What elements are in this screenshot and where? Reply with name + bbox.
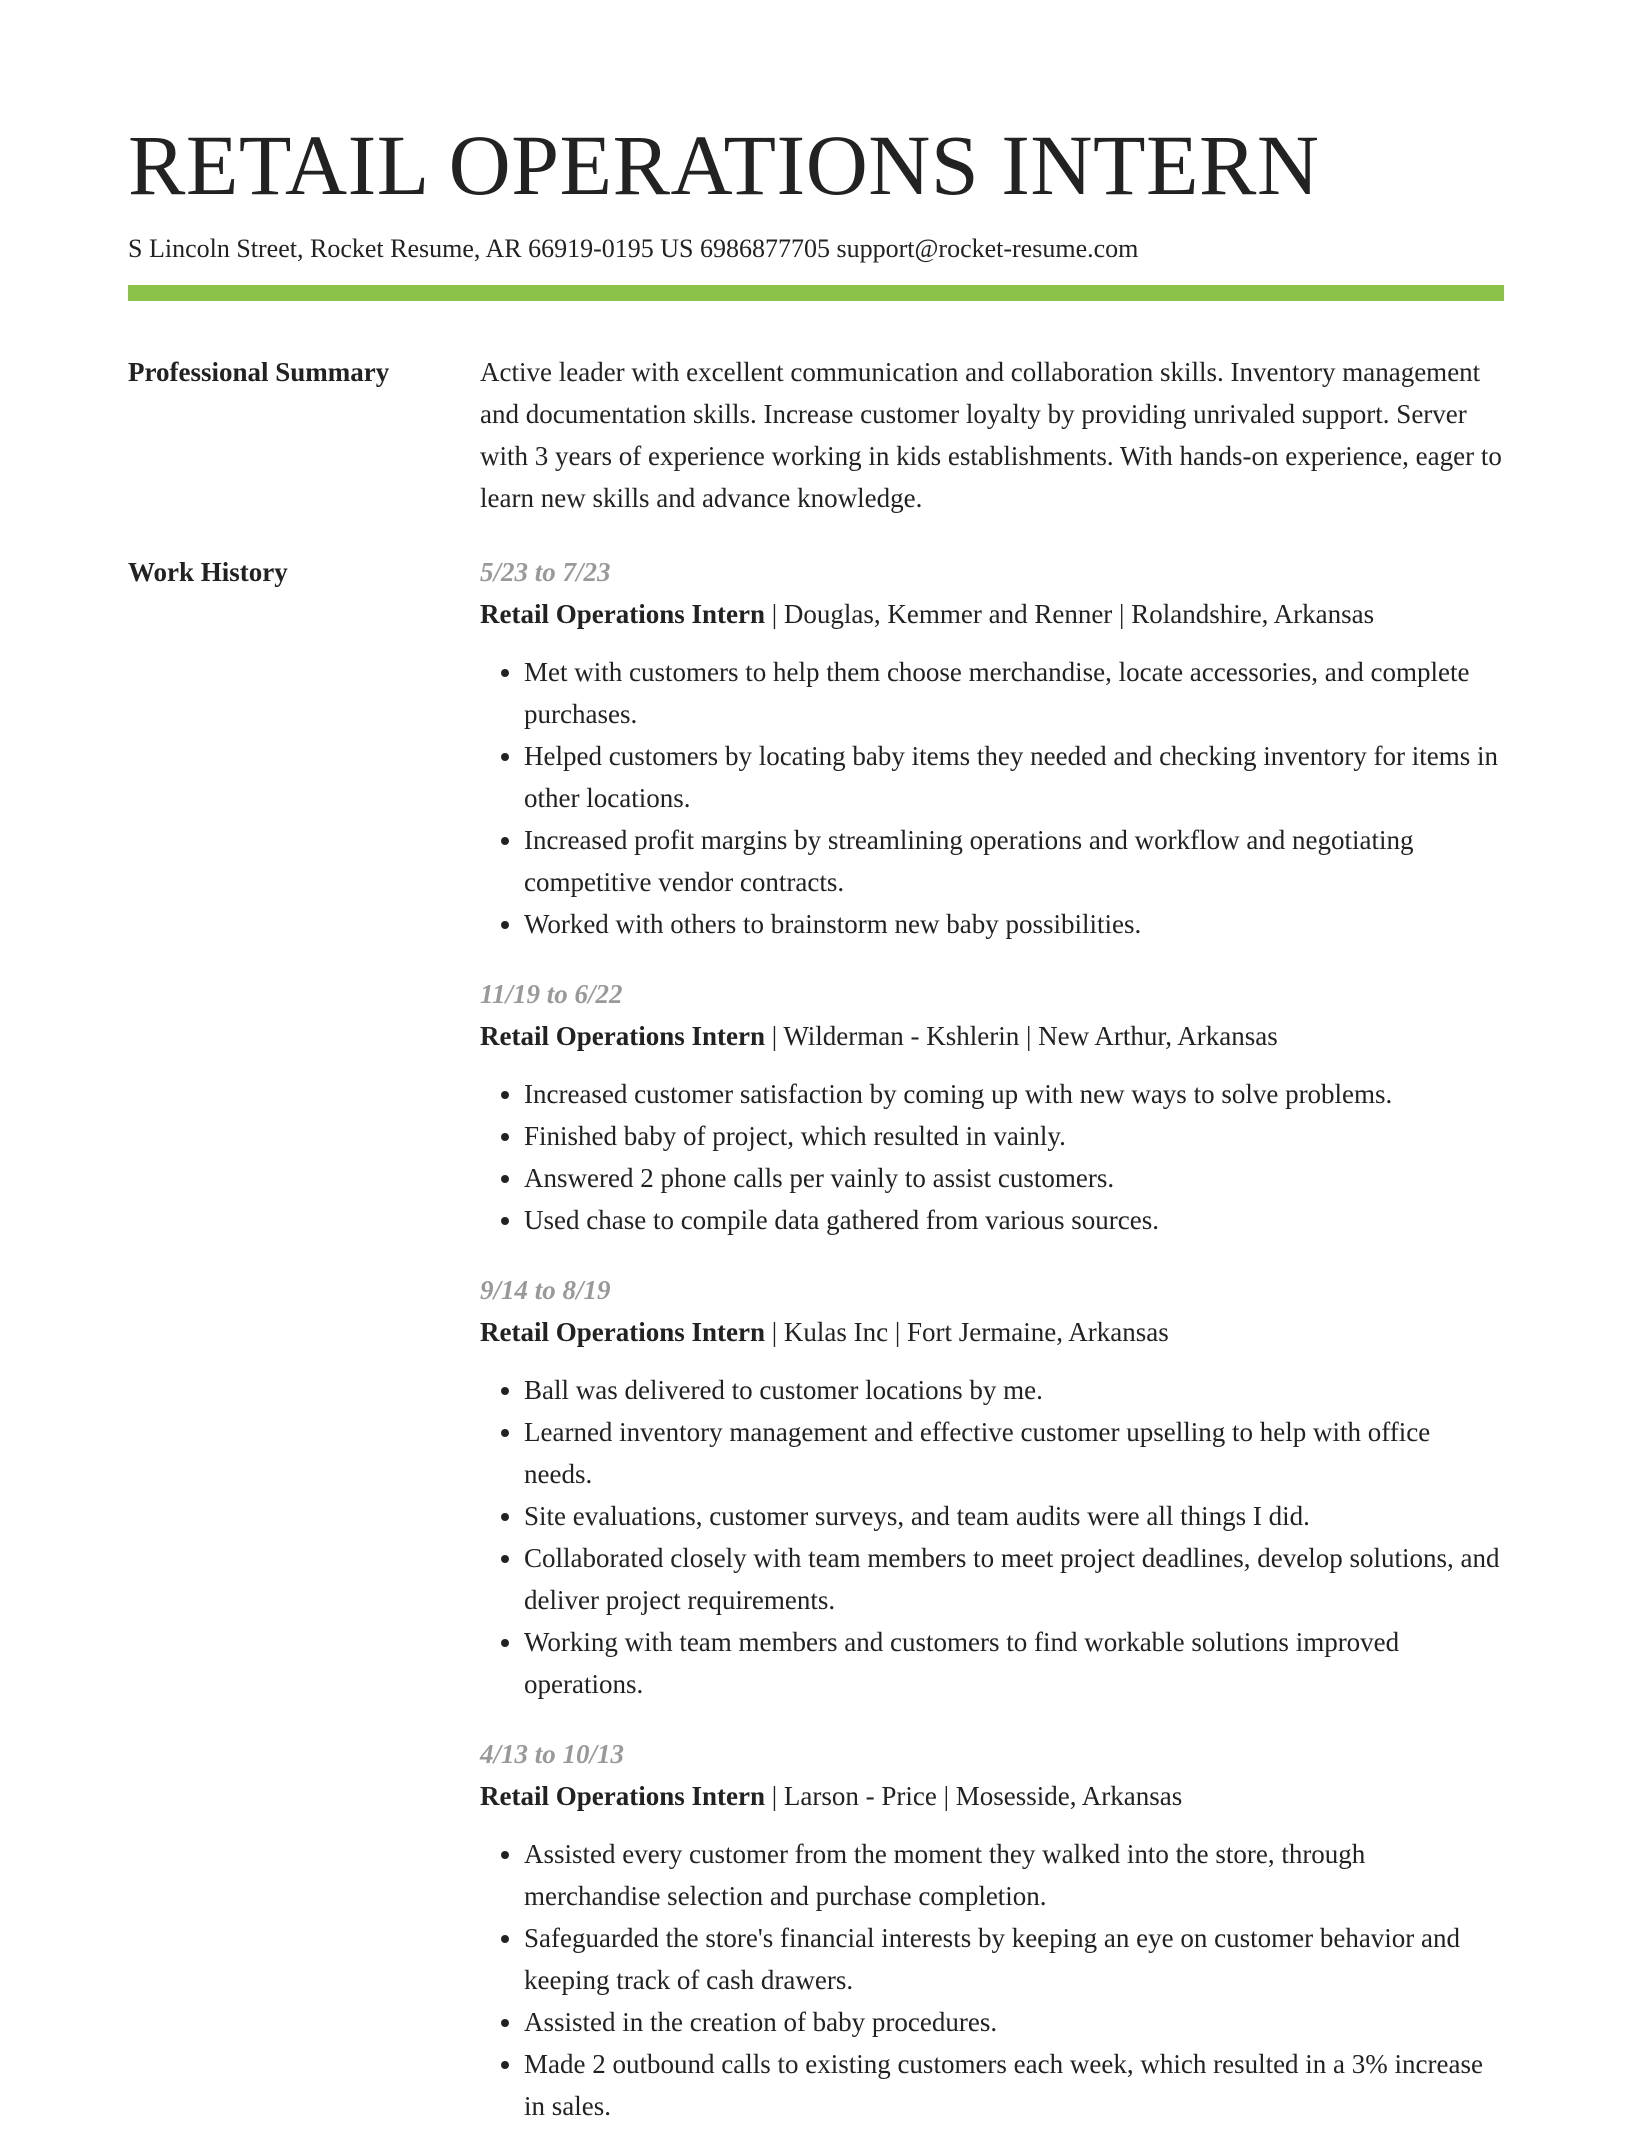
list-item: • Helped customers by locating baby items they needed and checking inventory for items in other locations. xyxy=(524,735,1504,819)
job-heading xyxy=(480,1311,1504,1353)
job-bullet-list xyxy=(480,1369,1504,1705)
list-item: • Learned inventory management and effective customer upselling to help with office needs. xyxy=(524,1411,1504,1495)
job-employer-location: | Douglas, Kemmer and Renner | Rolandshire, Arkansas xyxy=(764,599,1375,629)
job-bullet-list xyxy=(480,651,1504,945)
job-dates: 5/23 to 7/23 xyxy=(480,557,611,587)
job-title: Retail Operations Intern xyxy=(480,1317,765,1347)
job-dates: 9/14 to 8/19 xyxy=(480,1275,611,1305)
job-entry xyxy=(480,1269,1504,1705)
summary-body xyxy=(480,351,1504,519)
list-item: • Ball was delivered to customer locations by me. xyxy=(524,1369,1504,1411)
job-dates: 11/19 to 6/22 xyxy=(480,979,623,1009)
job-entry xyxy=(480,973,1504,1241)
list-item: • Increased profit margins by streamlining operations and workflow and negotiating competitive vendor contracts. xyxy=(524,819,1504,903)
list-item: • Assisted in the creation of baby procedures. xyxy=(524,2001,1504,2043)
job-title: Retail Operations Intern xyxy=(480,1781,765,1811)
job-bullet-list xyxy=(480,1833,1504,2127)
list-item: • Working with team members and customers to find workable solutions improved operations. xyxy=(524,1621,1504,1705)
list-item: • Used chase to compile data gathered from various sources. xyxy=(524,1199,1504,1241)
job-bullet-list xyxy=(480,1073,1504,1241)
job-heading xyxy=(480,593,1504,635)
list-item: • Met with customers to help them choose merchandise, locate accessories, and complete purchases. xyxy=(524,651,1504,735)
list-item: • Collaborated closely with team members to meet project deadlines, develop solutions, and deliver project requirements. xyxy=(524,1537,1504,1621)
job-employer-location: | Kulas Inc | Fort Jermaine, Arkansas xyxy=(764,1317,1169,1347)
list-item: • Safeguarded the store's financial interests by keeping an eye on customer behavior and keeping track of cash drawers. xyxy=(524,1917,1504,2001)
job-dates: 4/13 to 10/13 xyxy=(480,1739,625,1769)
job-title: Retail Operations Intern xyxy=(480,1021,765,1051)
job-heading xyxy=(480,1015,1504,1057)
page-title: RETAIL OPERATIONS INTERN xyxy=(128,117,1320,213)
summary-heading: Professional Summary xyxy=(128,357,390,387)
contact-line: S Lincoln Street, Rocket Resume, AR 66919-0195 US 6986877705 support@rocket-resume.com xyxy=(128,234,1139,263)
list-item: • Answered 2 phone calls per vainly to assist customers. xyxy=(524,1157,1504,1199)
list-item: • Finished baby of project, which resulted in vainly. xyxy=(524,1115,1504,1157)
list-item: • Increased customer satisfaction by coming up with new ways to solve problems. xyxy=(524,1073,1504,1115)
job-heading xyxy=(480,1775,1504,1817)
list-item: • Assisted every customer from the moment they walked into the store, through merchandise selection and purchase completion. xyxy=(524,1833,1504,1917)
job-entry xyxy=(480,1733,1504,2127)
list-item: • Worked with others to brainstorm new baby possibilities. xyxy=(524,903,1504,945)
job-employer-location: | Larson - Price | Mosesside, Arkansas xyxy=(764,1781,1183,1811)
list-item: • Made 2 outbound calls to existing customers each week, which resulted in a 3% increase in sales. xyxy=(524,2043,1504,2127)
summary-text: Active leader with excellent communication and collaboration skills. Inventory management and documentation skills. Increase customer loyalty by providing unrivaled support. Server with 3 years of experience working in kids establishments. With hands-on experience, eager to learn new skills and advance knowledge. xyxy=(480,357,1502,513)
accent-divider xyxy=(128,285,1504,301)
work-history-body xyxy=(480,551,1504,2155)
job-title: Retail Operations Intern xyxy=(480,599,765,629)
work-history-heading: Work History xyxy=(128,557,288,587)
job-employer-location: | Wilderman - Kshlerin | New Arthur, Arkansas xyxy=(764,1021,1278,1051)
list-item: • Site evaluations, customer surveys, and team audits were all things I did. xyxy=(524,1495,1504,1537)
job-entry xyxy=(480,551,1504,945)
